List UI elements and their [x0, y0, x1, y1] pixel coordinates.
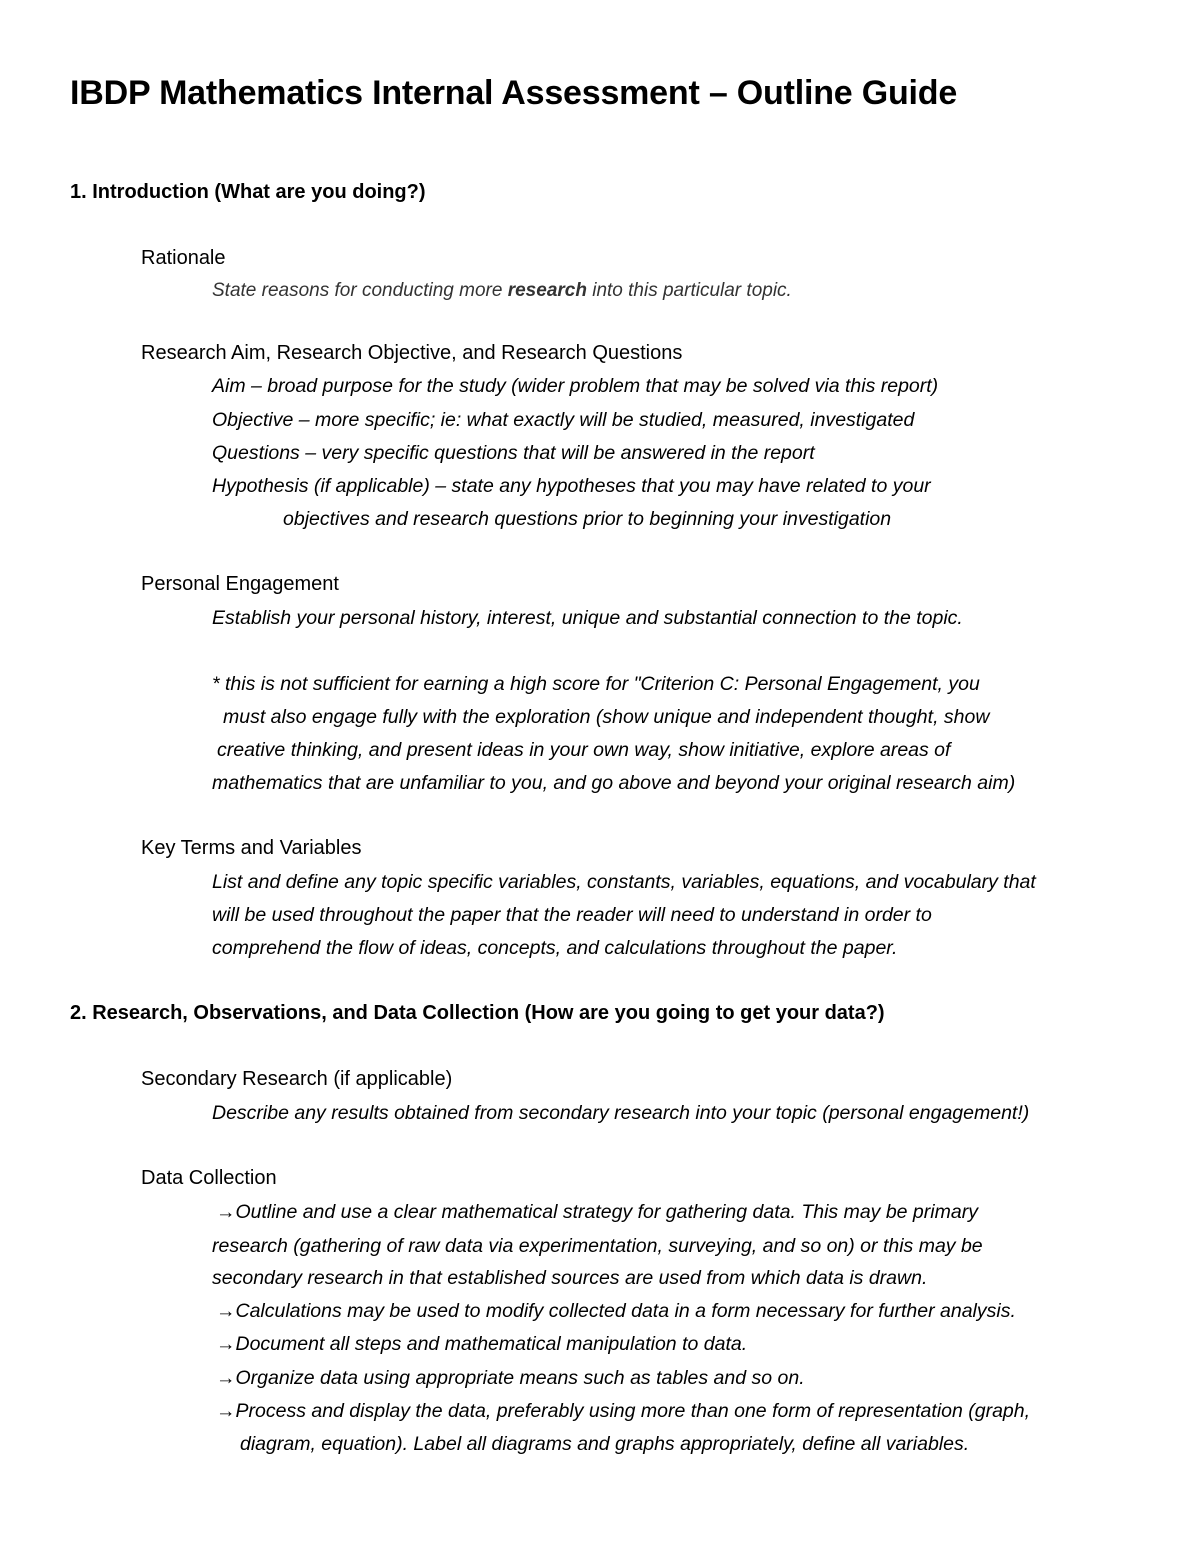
subheading-key-terms: Key Terms and Variables [141, 837, 362, 859]
data-collection-line-2: research (gathering of raw data via experimentation, surveying, and so on) or this may be [212, 1235, 983, 1257]
aim-line: Aim – broad purpose for the study (wider problem that may be solved via this report) [212, 375, 939, 397]
data-collection-line-continued: diagram, equation). Label all diagrams and graphs appropriately, define all variables. [240, 1433, 970, 1455]
arrow-icon: → [216, 1300, 236, 1322]
arrow-icon: → [216, 1333, 236, 1355]
document-title: IBDP Mathematics Internal Assessment – Outline Guide [70, 74, 958, 112]
data-collection-line-3: secondary research in that established sources are used from which data is drawn. [212, 1267, 928, 1289]
secondary-research-line: Describe any results obtained from secondary research into your topic (personal engagement!) [212, 1102, 1030, 1124]
section-heading-research: 2. Research, Observations, and Data Collection (How are you going to get your data?) [70, 1002, 885, 1024]
key-terms-line-2: will be used throughout the paper that the reader will need to understand in order to [212, 904, 932, 926]
data-collection-bullet-2: →Calculations may be used to modify collected data in a form necessary for further analysis. [216, 1300, 1016, 1322]
subheading-research-aim: Research Aim, Research Objective, and Research Questions [141, 342, 683, 364]
engagement-note-line-3: creative thinking, and present ideas in your own way, show initiative, explore areas of [217, 739, 951, 761]
arrow-icon: → [216, 1201, 236, 1223]
key-terms-line-1: List and define any topic specific variables, constants, variables, equations, and vocabulary that [212, 871, 1036, 893]
section-heading-introduction: 1. Introduction (What are you doing?) [70, 181, 426, 203]
arrow-icon: → [216, 1400, 236, 1422]
subheading-rationale: Rationale [141, 247, 226, 269]
objective-line: Objective – more specific; ie: what exactly will be studied, measured, investigated [212, 409, 915, 431]
hypothesis-line: Hypothesis (if applicable) – state any hypotheses that you may have related to your [212, 475, 931, 497]
data-collection-bullet-1: →Outline and use a clear mathematical strategy for gathering data. This may be primary [216, 1201, 978, 1223]
rationale-text: State reasons for conducting more research into this particular topic. [212, 280, 792, 301]
subheading-personal-engagement: Personal Engagement [141, 573, 339, 595]
hypothesis-line-continued: objectives and research questions prior to beginning your investigation [283, 508, 892, 530]
engagement-note-line-4: mathematics that are unfamiliar to you, and go above and beyond your original research aim) [212, 772, 1016, 794]
data-collection-bullet-4: →Organize data using appropriate means such as tables and so on. [216, 1367, 805, 1389]
questions-line: Questions – very specific questions that will be answered in the report [212, 442, 815, 464]
engagement-line: Establish your personal history, interest, unique and substantial connection to the topic. [212, 607, 963, 629]
subheading-secondary-research: Secondary Research (if applicable) [141, 1068, 453, 1090]
data-collection-bullet-5: →Process and display the data, preferably using more than one form of representation (graph, [216, 1400, 1031, 1422]
subheading-data-collection: Data Collection [141, 1167, 277, 1189]
data-collection-bullet-3: →Document all steps and mathematical manipulation to data. [216, 1333, 748, 1355]
arrow-icon: → [216, 1367, 236, 1389]
emphasis-research: research [507, 280, 587, 301]
engagement-note-line-1: * this is not sufficient for earning a high score for "Criterion C: Personal Engagement, you [212, 673, 980, 695]
engagement-note-line-2: must also engage fully with the exploration (show unique and independent thought, show [223, 706, 990, 728]
key-terms-line-3: comprehend the flow of ideas, concepts, and calculations throughout the paper. [212, 937, 898, 959]
